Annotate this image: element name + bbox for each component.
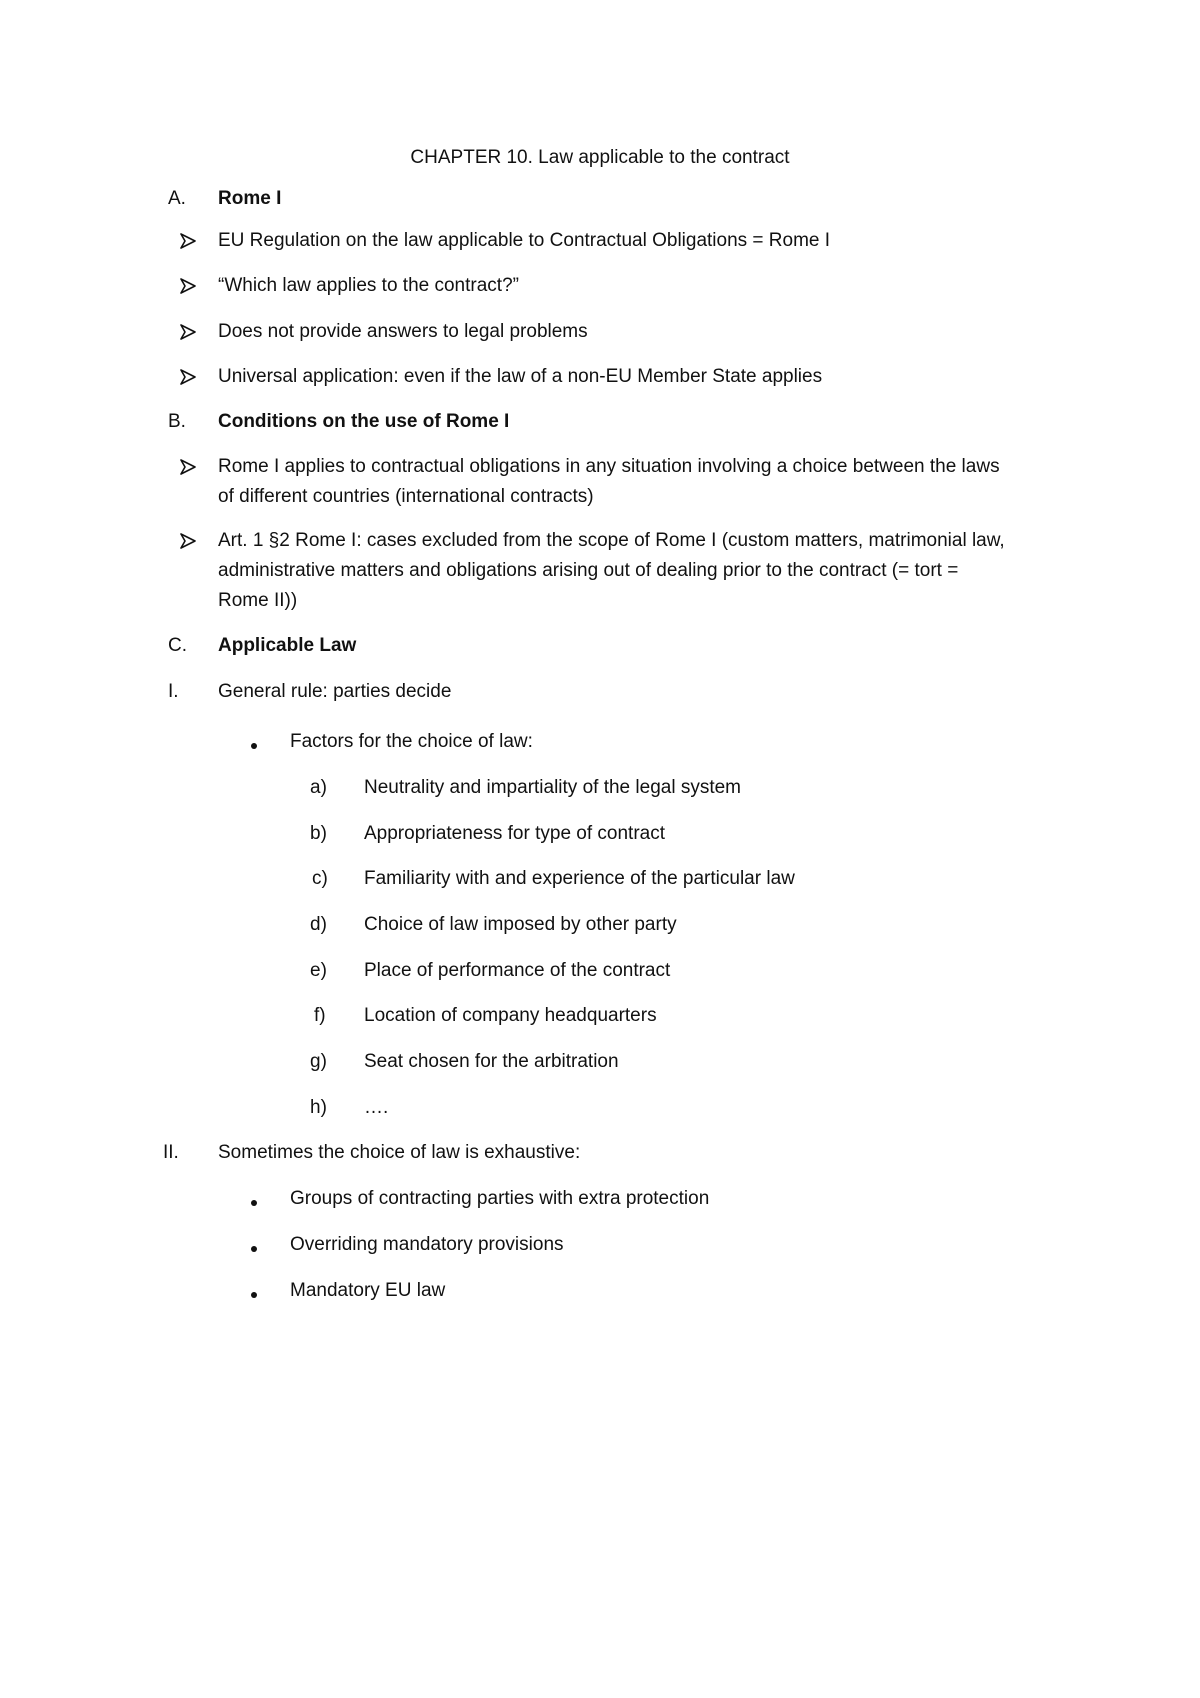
section-a-point-1: EU Regulation on the law applicable to Contractual Obligations = Rome I — [218, 230, 831, 251]
factor-text: Familiarity with and experience of the particular law — [364, 868, 795, 889]
section-c-letter: C. — [168, 635, 187, 656]
factor-letter: e) — [310, 960, 327, 981]
factor-letter: h) — [310, 1097, 327, 1118]
arrow-bullet-icon — [180, 459, 196, 475]
protection-bullet-text: Groups of contracting parties with extra protection — [290, 1188, 710, 1209]
bullet-dot-icon — [251, 1292, 257, 1298]
factor-text: Seat chosen for the arbitration — [364, 1051, 619, 1072]
factors-bullet-text: Factors for the choice of law: — [290, 731, 533, 752]
factor-letter: g) — [310, 1051, 327, 1072]
section-b-point-2-line-1: Art. 1 §2 Rome I: cases excluded from the scope of Rome I (custom matters, matrimonial law, — [218, 530, 1005, 551]
factor-letter: b) — [310, 823, 327, 844]
factor-text: Appropriateness for type of contract — [364, 823, 665, 844]
factor-text: Neutrality and impartiality of the legal system — [364, 777, 741, 798]
factor-text: Location of company headquarters — [364, 1005, 657, 1026]
section-a-point-4: Universal application: even if the law of a non-EU Member State applies — [218, 366, 823, 387]
factor-text: Choice of law imposed by other party — [364, 914, 677, 935]
section-b-heading: Conditions on the use of Rome I — [218, 411, 510, 432]
section-b-letter: B. — [168, 411, 186, 432]
section-a-point-3: Does not provide answers to legal problems — [218, 321, 588, 342]
subsection-2-numeral: II. — [163, 1142, 179, 1163]
subsection-1-numeral: I. — [168, 681, 179, 702]
section-a-letter: A. — [168, 188, 186, 209]
arrow-bullet-icon — [180, 369, 196, 385]
eu-law-bullet-text: Mandatory EU law — [290, 1280, 446, 1301]
subsection-1-text: General rule: parties decide — [218, 681, 452, 702]
bullet-dot-icon — [251, 1200, 257, 1206]
section-c-heading: Applicable Law — [218, 635, 357, 656]
arrow-bullet-icon — [180, 533, 196, 549]
factor-letter: c) — [312, 868, 328, 889]
factor-letter: a) — [310, 777, 327, 798]
factor-text: …. — [364, 1097, 389, 1118]
factor-letter: f) — [314, 1005, 326, 1026]
factor-letter: d) — [310, 914, 327, 935]
arrow-bullet-icon — [180, 233, 196, 249]
section-a-heading: Rome I — [218, 188, 282, 209]
arrow-bullet-icon — [180, 278, 196, 294]
arrow-bullet-icon — [180, 324, 196, 340]
bullet-dot-icon — [251, 743, 257, 749]
section-b-point-2-line-3: Rome II)) — [218, 590, 298, 611]
bullet-dot-icon — [251, 1246, 257, 1252]
section-b-point-2-line-2: administrative matters and obligations arising out of dealing prior to the contract (= tort = — [218, 560, 959, 581]
section-a-point-2: “Which law applies to the contract?” — [218, 275, 519, 296]
overriding-bullet-text: Overriding mandatory provisions — [290, 1234, 564, 1255]
section-b-point-1-line-1: Rome I applies to contractual obligations in any situation involving a choice between the laws — [218, 456, 1000, 477]
chapter-title: CHAPTER 10. Law applicable to the contract — [410, 147, 790, 168]
factor-text: Place of performance of the contract — [364, 960, 671, 981]
subsection-2-text: Sometimes the choice of law is exhaustive: — [218, 1142, 581, 1163]
section-b-point-1-line-2: of different countries (international contracts) — [218, 486, 594, 507]
